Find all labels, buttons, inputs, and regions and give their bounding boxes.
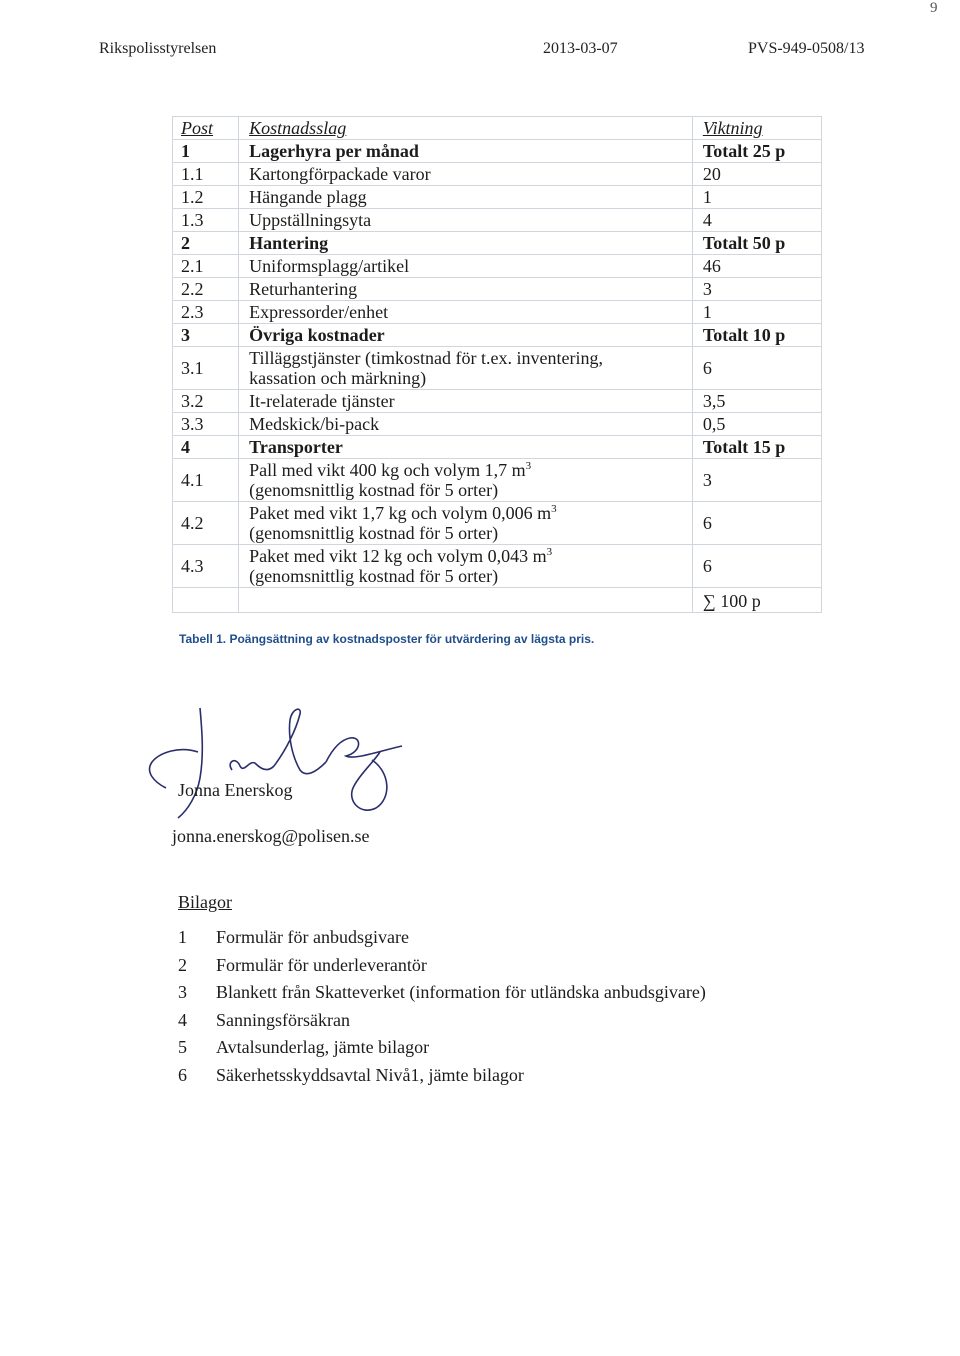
row-kostnadsslag-line — [249, 233, 692, 253]
row-post: 3.2 — [173, 390, 239, 413]
row-kostnadsslag — [239, 209, 693, 232]
row-post: 3 — [173, 324, 239, 347]
row-kostnadsslag-text: Pall med vikt 400 kg och volym 1,7 m — [249, 460, 526, 480]
row-viktning: 1 — [692, 186, 821, 209]
row-kostnadsslag — [239, 545, 693, 588]
table-row — [173, 186, 822, 209]
table-row — [173, 390, 822, 413]
attachment-text: Formulär för anbudsgivare — [216, 927, 409, 947]
table-row — [173, 209, 822, 232]
row-post: 1.2 — [173, 186, 239, 209]
row-kostnadsslag-text: Medskick/bi-pack — [249, 414, 380, 434]
attachment-number: 6 — [178, 1064, 187, 1085]
table-header-row — [173, 117, 822, 140]
row-kostnadsslag-text: Transporter — [249, 437, 343, 457]
attachment-number: 5 — [178, 1037, 187, 1058]
row-post: 2.1 — [173, 255, 239, 278]
row-kostnadsslag-line — [249, 325, 692, 345]
attachment-text: Säkerhetsskyddsavtal Nivå1, jämte bilagor — [216, 1064, 524, 1085]
row-kostnadsslag — [239, 390, 693, 413]
handwritten-signature — [140, 700, 420, 830]
column-header-post: Post — [173, 117, 239, 140]
row-kostnadsslag — [239, 413, 693, 436]
table-row — [173, 301, 822, 324]
table-row — [173, 436, 822, 459]
row-kostnadsslag-text: (genomsnittlig kostnad för 5 orter) — [249, 480, 499, 500]
table-total-empty-cell — [173, 588, 239, 613]
list-item — [178, 1064, 706, 1092]
row-kostnadsslag-line — [249, 302, 692, 322]
row-viktning: 0,5 — [692, 413, 821, 436]
table-row — [173, 502, 822, 545]
row-viktning: 6 — [692, 545, 821, 588]
row-kostnadsslag-line — [249, 546, 692, 566]
row-post: 3.3 — [173, 413, 239, 436]
row-kostnadsslag — [239, 278, 693, 301]
attachments-title: Bilagor — [178, 892, 232, 912]
row-kostnadsslag-line — [249, 480, 692, 500]
row-kostnadsslag-text: Uppställningsyta — [249, 210, 372, 230]
row-viktning: 6 — [692, 502, 821, 545]
row-viktning: Totalt 25 p — [692, 140, 821, 163]
list-item — [178, 954, 706, 982]
cost-table — [172, 116, 822, 613]
row-kostnadsslag-text: Paket med vikt 12 kg och volym 0,043 m — [249, 546, 547, 566]
unit-exponent: 3 — [551, 503, 557, 515]
table-row — [173, 163, 822, 186]
table-row — [173, 459, 822, 502]
attachment-number: 2 — [178, 954, 187, 975]
row-viktning: 6 — [692, 347, 821, 390]
attachment-text: Sanningsförsäkran — [216, 1009, 350, 1030]
row-kostnadsslag-line — [249, 391, 692, 411]
row-kostnadsslag — [239, 163, 693, 186]
page-number: 9 — [930, 0, 938, 16]
header-organization: Rikspolisstyrelsen — [99, 40, 217, 57]
table-row — [173, 232, 822, 255]
row-viktning: Totalt 10 p — [692, 324, 821, 347]
row-kostnadsslag-text: Hängande plagg — [249, 187, 367, 207]
table-row — [173, 324, 822, 347]
row-viktning: 3,5 — [692, 390, 821, 413]
attachments-list — [178, 926, 706, 1092]
table-total-empty-cell — [239, 588, 693, 613]
row-post: 2.2 — [173, 278, 239, 301]
row-kostnadsslag-text: (genomsnittlig kostnad för 5 orter) — [249, 566, 499, 586]
column-header-viktning: Viktning — [692, 117, 821, 140]
row-post: 3.1 — [173, 347, 239, 390]
row-viktning: 3 — [692, 459, 821, 502]
column-header-kostnadsslag: Kostnadsslag — [239, 117, 693, 140]
row-kostnadsslag-text: Kartongförpackade varor — [249, 164, 431, 184]
row-kostnadsslag-line — [249, 523, 692, 543]
table-total-row — [173, 588, 822, 613]
row-post: 4.2 — [173, 502, 239, 545]
row-viktning: Totalt 50 p — [692, 232, 821, 255]
row-kostnadsslag — [239, 232, 693, 255]
row-viktning: 3 — [692, 278, 821, 301]
row-kostnadsslag-line — [249, 566, 692, 586]
row-post: 2 — [173, 232, 239, 255]
row-kostnadsslag-line — [249, 256, 692, 276]
row-post: 2.3 — [173, 301, 239, 324]
row-kostnadsslag-text: Expressorder/enhet — [249, 302, 389, 322]
row-kostnadsslag-line — [249, 437, 692, 457]
list-item — [178, 926, 706, 954]
row-kostnadsslag-text: Paket med vikt 1,7 kg och volym 0,006 m — [249, 503, 552, 523]
row-viktning: 4 — [692, 209, 821, 232]
table-row — [173, 255, 822, 278]
row-kostnadsslag-text: Lagerhyra per månad — [249, 141, 419, 161]
row-kostnadsslag-line — [249, 279, 692, 299]
row-viktning: 1 — [692, 301, 821, 324]
row-post: 1 — [173, 140, 239, 163]
attachment-number: 1 — [178, 927, 187, 947]
table-row — [173, 545, 822, 588]
row-viktning: Totalt 15 p — [692, 436, 821, 459]
attachment-number: 3 — [178, 982, 187, 1003]
row-kostnadsslag-text: Uniformsplagg/artikel — [249, 256, 410, 276]
table-row — [173, 140, 822, 163]
header-reference: PVS-949-0508/13 — [748, 40, 865, 57]
attachment-text: Blankett från Skatteverket (information för utländska anbudsgivare) — [216, 982, 706, 1003]
row-post: 1.1 — [173, 163, 239, 186]
table-caption: Tabell 1. Poängsättning av kostnadsposter för utvärdering av lägsta pris. — [179, 632, 595, 646]
table-row — [173, 278, 822, 301]
table-total: ∑ 100 p — [692, 588, 821, 613]
row-kostnadsslag-line — [249, 141, 692, 161]
row-post: 4 — [173, 436, 239, 459]
unit-exponent: 3 — [546, 546, 553, 558]
list-item — [178, 1009, 706, 1037]
table-row — [173, 347, 822, 390]
signatory-email: jonna.enerskog@polisen.se — [172, 826, 370, 846]
row-kostnadsslag-line — [249, 460, 692, 480]
row-kostnadsslag — [239, 301, 693, 324]
row-kostnadsslag-line — [249, 368, 692, 388]
row-kostnadsslag-text: Övriga kostnader — [249, 325, 385, 345]
row-kostnadsslag — [239, 255, 693, 278]
row-kostnadsslag — [239, 436, 693, 459]
table-row — [173, 413, 822, 436]
row-kostnadsslag — [239, 140, 693, 163]
row-kostnadsslag-text: Returhantering — [249, 279, 358, 299]
row-kostnadsslag-text: (genomsnittlig kostnad för 5 orter) — [249, 523, 499, 543]
row-post: 4.3 — [173, 545, 239, 588]
row-kostnadsslag — [239, 347, 693, 390]
attachment-text: Avtalsunderlag, jämte bilagor — [216, 1037, 430, 1058]
list-item — [178, 1036, 706, 1064]
signatory-name: Jonna Enerskog — [178, 780, 293, 800]
row-kostnadsslag-line — [249, 414, 692, 434]
row-kostnadsslag-line — [249, 164, 692, 184]
row-kostnadsslag-text: kassation och märkning) — [249, 368, 427, 388]
attachment-number: 4 — [178, 1009, 187, 1030]
row-post: 4.1 — [173, 459, 239, 502]
row-kostnadsslag — [239, 324, 693, 347]
header-date: 2013-03-07 — [543, 40, 618, 57]
row-viktning: 20 — [692, 163, 821, 186]
row-kostnadsslag — [239, 502, 693, 545]
row-kostnadsslag-text: Hantering — [249, 233, 329, 253]
row-kostnadsslag-text: Tilläggstjänster (timkostnad för t.ex. inventering, — [249, 348, 603, 368]
unit-exponent: 3 — [525, 460, 532, 472]
row-kostnadsslag — [239, 459, 693, 502]
row-kostnadsslag — [239, 186, 693, 209]
row-kostnadsslag-text: It-relaterade tjänster — [249, 391, 395, 411]
row-kostnadsslag-line — [249, 187, 692, 207]
row-kostnadsslag-line — [249, 210, 692, 230]
row-viktning: 46 — [692, 255, 821, 278]
row-kostnadsslag-line — [249, 503, 692, 523]
list-item — [178, 981, 706, 1009]
row-kostnadsslag-line — [249, 348, 692, 368]
attachment-text: Formulär för underleverantör — [216, 954, 427, 975]
row-post: 1.3 — [173, 209, 239, 232]
